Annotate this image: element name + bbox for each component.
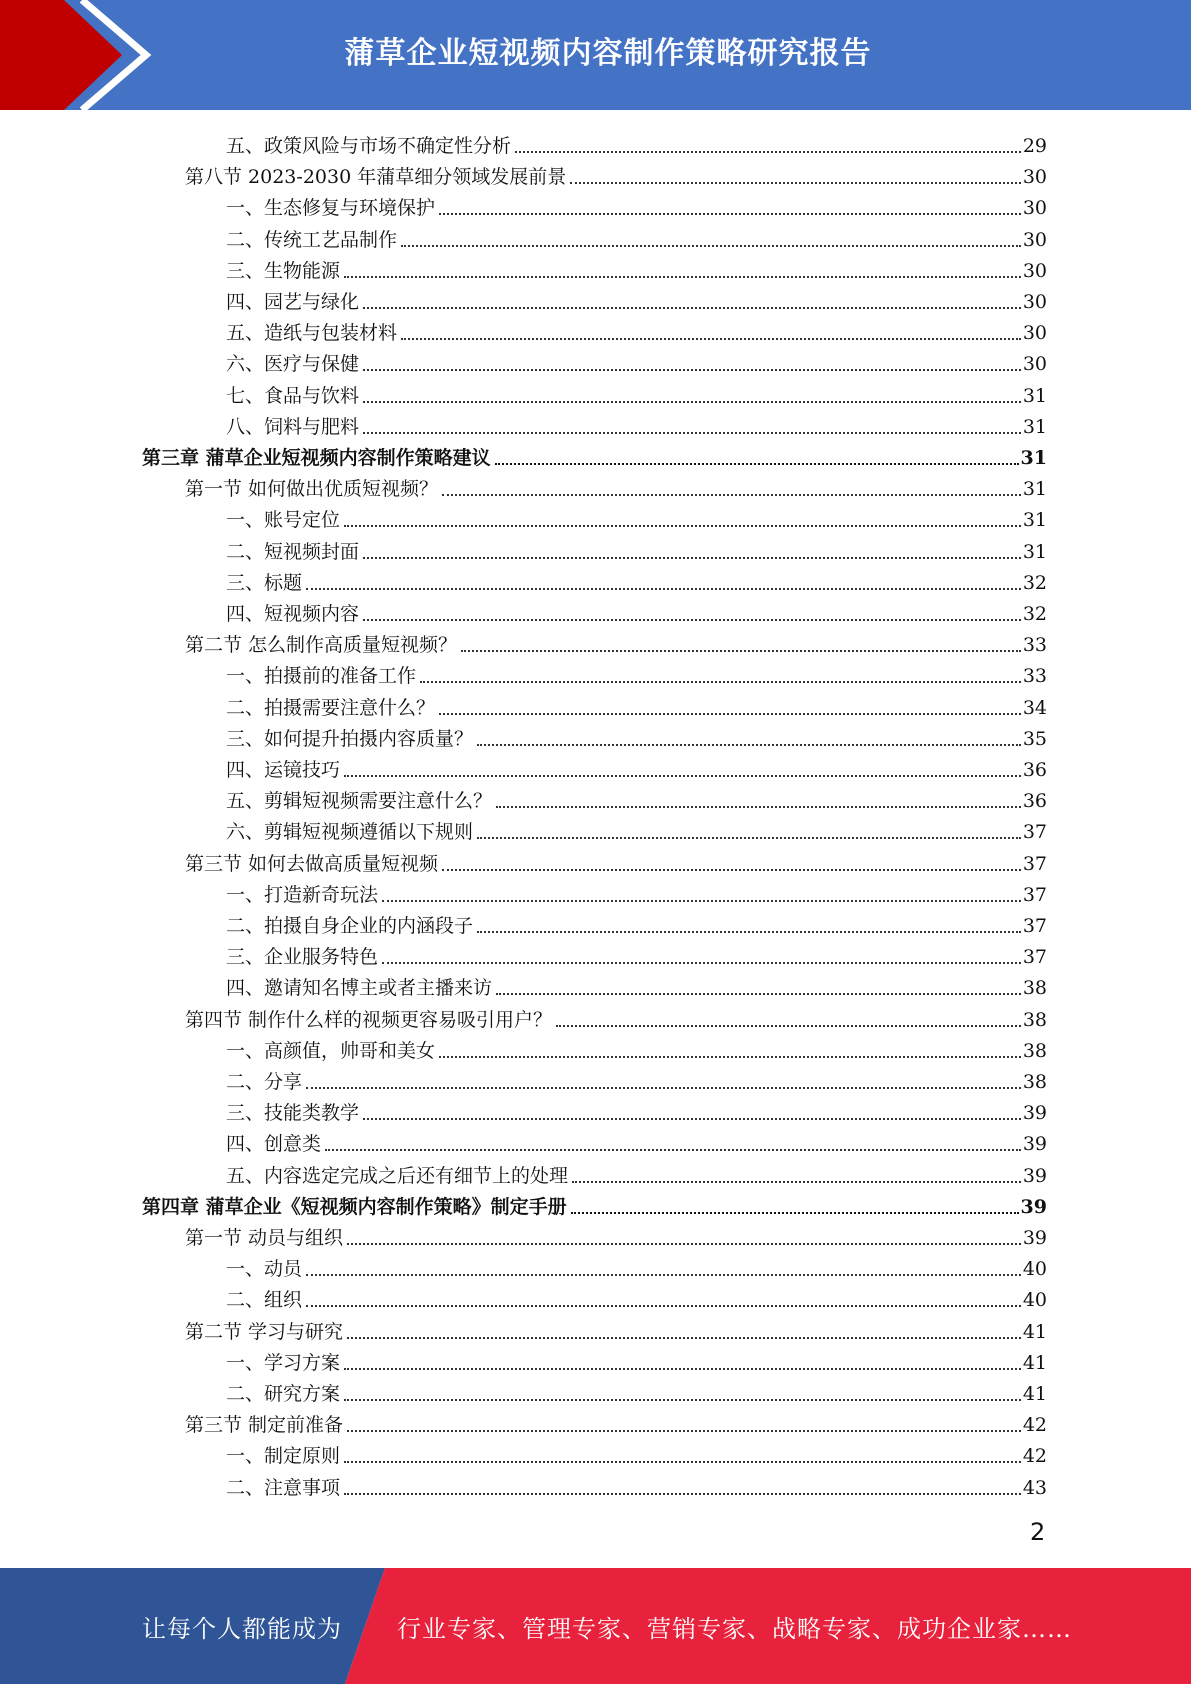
toc-subsection-entry[interactable] — [226, 783, 1047, 814]
toc-dot-leader — [344, 775, 1021, 777]
toc-entry-title: 第二节 学习与研究 — [185, 1320, 344, 1343]
toc-entry-title: 二、拍摄需要注意什么？ — [226, 696, 436, 719]
toc-dot-leader — [344, 1399, 1021, 1401]
toc-dot-leader — [347, 1430, 1021, 1432]
toc-entry-title: 第一节 如何做出优质短视频？ — [185, 478, 439, 501]
toc-subsection-entry[interactable] — [226, 596, 1047, 627]
toc-entry-title: 一、制定原则 — [226, 1445, 341, 1468]
toc-dot-leader — [363, 369, 1021, 371]
toc-section-entry[interactable] — [185, 471, 1047, 502]
toc-entry-page: 33 — [1022, 665, 1047, 688]
footer-slogan-left: 让每个人都能成为 — [142, 1614, 342, 1643]
toc-dot-leader — [382, 962, 1021, 964]
toc-entry-page: 31 — [1022, 415, 1047, 438]
toc-dot-leader — [439, 1056, 1021, 1058]
toc-entry-title: 四、邀请知名博主或者主播来访 — [226, 977, 493, 1000]
toc-entry-title: 第三节 如何去做高质量短视频 — [185, 852, 439, 875]
toc-entry-page: 37 — [1022, 883, 1047, 906]
toc-section-entry[interactable] — [185, 627, 1047, 658]
toc-dot-leader — [344, 1493, 1021, 1495]
toc-entry-page: 39 — [1022, 1164, 1047, 1187]
toc-entry-page: 30 — [1022, 197, 1047, 220]
toc-entry-title: 四、短视频内容 — [226, 603, 360, 625]
toc-entry-title: 一、学习方案 — [226, 1351, 341, 1374]
toc-entry-page: 35 — [1022, 727, 1047, 750]
toc-entry-title: 二、研究方案 — [226, 1383, 341, 1405]
toc-subsection-entry[interactable] — [226, 346, 1047, 377]
toc-dot-leader — [325, 1149, 1021, 1151]
toc-dot-leader — [420, 681, 1021, 683]
toc-dot-leader — [570, 182, 1021, 184]
toc-entry-title: 三、标题 — [226, 571, 303, 594]
toc-dot-leader — [344, 1461, 1021, 1463]
toc-entry-page: 39 — [1022, 1133, 1047, 1156]
toc-entry-page: 40 — [1022, 1258, 1047, 1281]
toc-entry-title: 一、高颜值，帅哥和美女 — [226, 1039, 436, 1062]
toc-entry-title: 八、饲料与肥料 — [226, 415, 360, 438]
toc-entry-title: 第一节 动员与组织 — [185, 1227, 344, 1249]
toc-dot-leader — [496, 806, 1021, 808]
toc-entry-page: 39 — [1022, 1102, 1047, 1125]
toc-entry-title: 三、技能类教学 — [226, 1102, 360, 1125]
toc-subsection-entry[interactable] — [226, 222, 1047, 253]
toc-dot-leader — [344, 525, 1021, 527]
toc-section-entry[interactable] — [185, 159, 1047, 190]
toc-entry-page: 38 — [1022, 1071, 1047, 1093]
toc-entry-page: 37 — [1022, 915, 1047, 937]
toc-subsection-entry[interactable] — [226, 1033, 1047, 1064]
toc-entry-page: 34 — [1022, 696, 1047, 719]
toc-entry-page: 38 — [1022, 1008, 1047, 1031]
toc-chapter-entry[interactable] — [142, 440, 1047, 471]
toc-entry-page: 43 — [1022, 1476, 1047, 1499]
toc-section-entry[interactable] — [185, 1314, 1047, 1345]
toc-subsection-entry[interactable] — [226, 253, 1047, 284]
toc-subsection-entry[interactable] — [226, 690, 1047, 721]
toc-dot-leader — [363, 619, 1021, 621]
toc-entry-page: 37 — [1022, 821, 1047, 844]
toc-subsection-entry[interactable] — [226, 877, 1047, 908]
toc-entry-title: 一、打造新奇玩法 — [226, 883, 379, 906]
toc-subsection-entry[interactable] — [226, 1282, 1047, 1313]
toc-subsection-entry[interactable] — [226, 565, 1047, 596]
toc-entry-title: 三、如何提升拍摄内容质量？ — [226, 727, 474, 750]
toc-entry-page: 36 — [1022, 759, 1047, 781]
page-header — [0, 0, 1191, 110]
toc-dot-leader — [363, 401, 1021, 403]
toc-entry-page: 41 — [1022, 1351, 1047, 1374]
toc-dot-leader — [439, 213, 1021, 215]
toc-entry-title: 三、企业服务特色 — [226, 946, 379, 969]
toc-dot-leader — [556, 1025, 1021, 1027]
toc-dot-leader — [363, 432, 1021, 434]
toc-subsection-entry[interactable] — [226, 721, 1047, 752]
toc-entry-title: 二、注意事项 — [226, 1476, 341, 1499]
toc-entry-page: 30 — [1022, 353, 1047, 376]
toc-entry-page: 39 — [1022, 1227, 1047, 1249]
toc-entry-title: 二、传统工艺品制作 — [226, 228, 398, 251]
toc-entry-title: 一、拍摄前的准备工作 — [226, 665, 417, 688]
toc-dot-leader — [515, 151, 1021, 153]
toc-subsection-entry[interactable] — [226, 534, 1047, 565]
toc-entry-page: 42 — [1022, 1445, 1047, 1468]
toc-dot-leader — [306, 588, 1021, 590]
toc-entry-page: 41 — [1022, 1320, 1047, 1343]
toc-subsection-entry[interactable] — [226, 814, 1047, 845]
toc-entry-page: 30 — [1022, 291, 1047, 313]
toc-subsection-entry[interactable] — [226, 939, 1047, 970]
toc-subsection-entry[interactable] — [226, 1376, 1047, 1407]
toc-section-entry[interactable] — [185, 1002, 1047, 1033]
toc-dot-leader — [442, 869, 1021, 871]
toc-subsection-entry[interactable] — [226, 658, 1047, 689]
toc-entry-page: 42 — [1022, 1414, 1047, 1437]
toc-dot-leader — [363, 307, 1021, 309]
toc-entry-title: 第八节 2023-2030 年蒲草细分领域发展前景 — [185, 166, 567, 189]
toc-dot-leader — [461, 650, 1021, 652]
toc-dot-leader — [572, 1181, 1021, 1183]
toc-dot-leader — [442, 494, 1021, 496]
toc-entry-page: 31 — [1022, 540, 1047, 563]
toc-dot-leader — [496, 993, 1021, 995]
toc-entry-page: 30 — [1022, 322, 1047, 345]
toc-entry-title: 五、内容选定完成之后还有细节上的处理 — [226, 1164, 569, 1187]
toc-dot-leader — [363, 557, 1021, 559]
toc-section-entry[interactable] — [185, 1407, 1047, 1438]
toc-entry-title: 二、拍摄自身企业的内涵段子 — [226, 915, 474, 937]
toc-entry-page: 38 — [1022, 1039, 1047, 1062]
toc-entry-page: 31 — [1022, 509, 1047, 532]
toc-subsection-entry[interactable] — [226, 1064, 1047, 1095]
toc-entry-page: 30 — [1022, 259, 1047, 282]
toc-dot-leader — [477, 837, 1021, 839]
toc-dot-leader — [401, 338, 1021, 340]
toc-entry-page: 40 — [1022, 1289, 1047, 1312]
toc-entry-page: 31 — [1020, 447, 1047, 469]
toc-section-entry[interactable] — [185, 1220, 1047, 1251]
toc-subsection-entry[interactable] — [226, 1158, 1047, 1189]
toc-entry-title: 四、创意类 — [226, 1133, 322, 1156]
toc-subsection-entry[interactable] — [226, 190, 1047, 221]
toc-dot-leader — [401, 245, 1021, 247]
toc-entry-title: 二、短视频封面 — [226, 540, 360, 563]
toc-dot-leader — [495, 463, 1019, 465]
toc-subsection-entry[interactable] — [226, 970, 1047, 1001]
toc-entry-title: 第四章 蒲草企业《短视频内容制作策略》制定手册 — [142, 1195, 567, 1218]
toc-entry-page: 30 — [1022, 228, 1047, 251]
page-footer — [0, 1568, 1191, 1684]
toc-subsection-entry[interactable] — [226, 409, 1047, 440]
toc-dot-leader — [363, 1118, 1021, 1120]
toc-subsection-entry[interactable] — [226, 128, 1047, 159]
toc-entry-title: 七、食品与饮料 — [226, 384, 360, 407]
toc-dot-leader — [347, 1243, 1021, 1245]
page-number: 2 — [1030, 1518, 1046, 1546]
toc-entry-title: 二、分享 — [226, 1071, 303, 1093]
toc-entry-title: 六、剪辑短视频遵循以下规则 — [226, 821, 474, 844]
toc-entry-page: 29 — [1022, 135, 1047, 157]
toc-entry-page: 38 — [1022, 977, 1047, 1000]
toc-entry-page: 36 — [1022, 790, 1047, 813]
toc-subsection-entry[interactable] — [226, 1251, 1047, 1282]
toc-entry-title: 五、造纸与包装材料 — [226, 322, 398, 345]
toc-subsection-entry[interactable] — [226, 1095, 1047, 1126]
toc-entry-page: 31 — [1022, 384, 1047, 407]
toc-entry-title: 二、组织 — [226, 1289, 303, 1312]
toc-subsection-entry[interactable] — [226, 752, 1047, 783]
toc-dot-leader — [477, 744, 1021, 746]
toc-dot-leader — [439, 713, 1021, 715]
toc-entry-title: 第四节 制作什么样的视频更容易吸引用户？ — [185, 1008, 553, 1031]
toc-entry-title: 一、账号定位 — [226, 509, 341, 532]
toc-entry-title: 五、剪辑短视频需要注意什么？ — [226, 790, 493, 813]
toc-entry-page: 33 — [1022, 634, 1047, 657]
toc-entry-page: 32 — [1022, 571, 1047, 594]
toc-subsection-entry[interactable] — [226, 502, 1047, 533]
toc-dot-leader — [571, 1212, 1019, 1214]
toc-dot-leader — [306, 1305, 1021, 1307]
toc-subsection-entry[interactable] — [226, 1438, 1047, 1469]
toc-entry-title: 一、动员 — [226, 1258, 303, 1281]
footer-slogan-right: 行业专家、管理专家、营销专家、战略专家、成功企业家…… — [397, 1614, 1072, 1643]
toc-dot-leader — [382, 900, 1021, 902]
toc-entry-title: 第三节 制定前准备 — [185, 1414, 344, 1437]
toc-entry-title: 五、政策风险与市场不确定性分析 — [226, 135, 512, 157]
toc-subsection-entry[interactable] — [226, 284, 1047, 315]
toc-dot-leader — [306, 1274, 1021, 1276]
toc-entry-title: 一、生态修复与环境保护 — [226, 197, 436, 220]
toc-dot-leader — [344, 276, 1021, 278]
toc-entry-page: 30 — [1022, 166, 1047, 189]
toc-entry-page: 41 — [1022, 1383, 1047, 1405]
toc-subsection-entry[interactable] — [226, 908, 1047, 939]
toc-entry-title: 六、医疗与保健 — [226, 353, 360, 376]
toc-entry-title: 三、生物能源 — [226, 259, 341, 282]
toc-entry-page: 37 — [1022, 946, 1047, 969]
toc-dot-leader — [347, 1337, 1021, 1339]
toc-dot-leader — [344, 1368, 1021, 1370]
toc-entry-page: 39 — [1020, 1195, 1047, 1218]
toc-chapter-entry[interactable] — [142, 1189, 1047, 1220]
report-title: 蒲草企业短视频内容制作策略研究报告 — [344, 36, 872, 71]
toc-entry-page: 32 — [1022, 603, 1047, 625]
toc-section-entry[interactable] — [185, 846, 1047, 877]
toc-entry-title: 四、运镜技巧 — [226, 759, 341, 781]
toc-subsection-entry[interactable] — [226, 1345, 1047, 1376]
toc-subsection-entry[interactable] — [226, 1470, 1047, 1501]
toc-subsection-entry[interactable] — [226, 315, 1047, 346]
toc-subsection-entry[interactable] — [226, 378, 1047, 409]
toc-entry-title: 第二节 怎么制作高质量短视频？ — [185, 634, 458, 657]
toc-entry-page: 37 — [1022, 852, 1047, 875]
toc-dot-leader — [477, 931, 1021, 933]
toc-entry-page: 31 — [1022, 478, 1047, 501]
toc-entry-title: 第三章 蒲草企业短视频内容制作策略建议 — [142, 447, 491, 469]
toc-entry-title: 四、园艺与绿化 — [226, 291, 360, 313]
toc-dot-leader — [306, 1087, 1021, 1089]
toc-subsection-entry[interactable] — [226, 1126, 1047, 1157]
